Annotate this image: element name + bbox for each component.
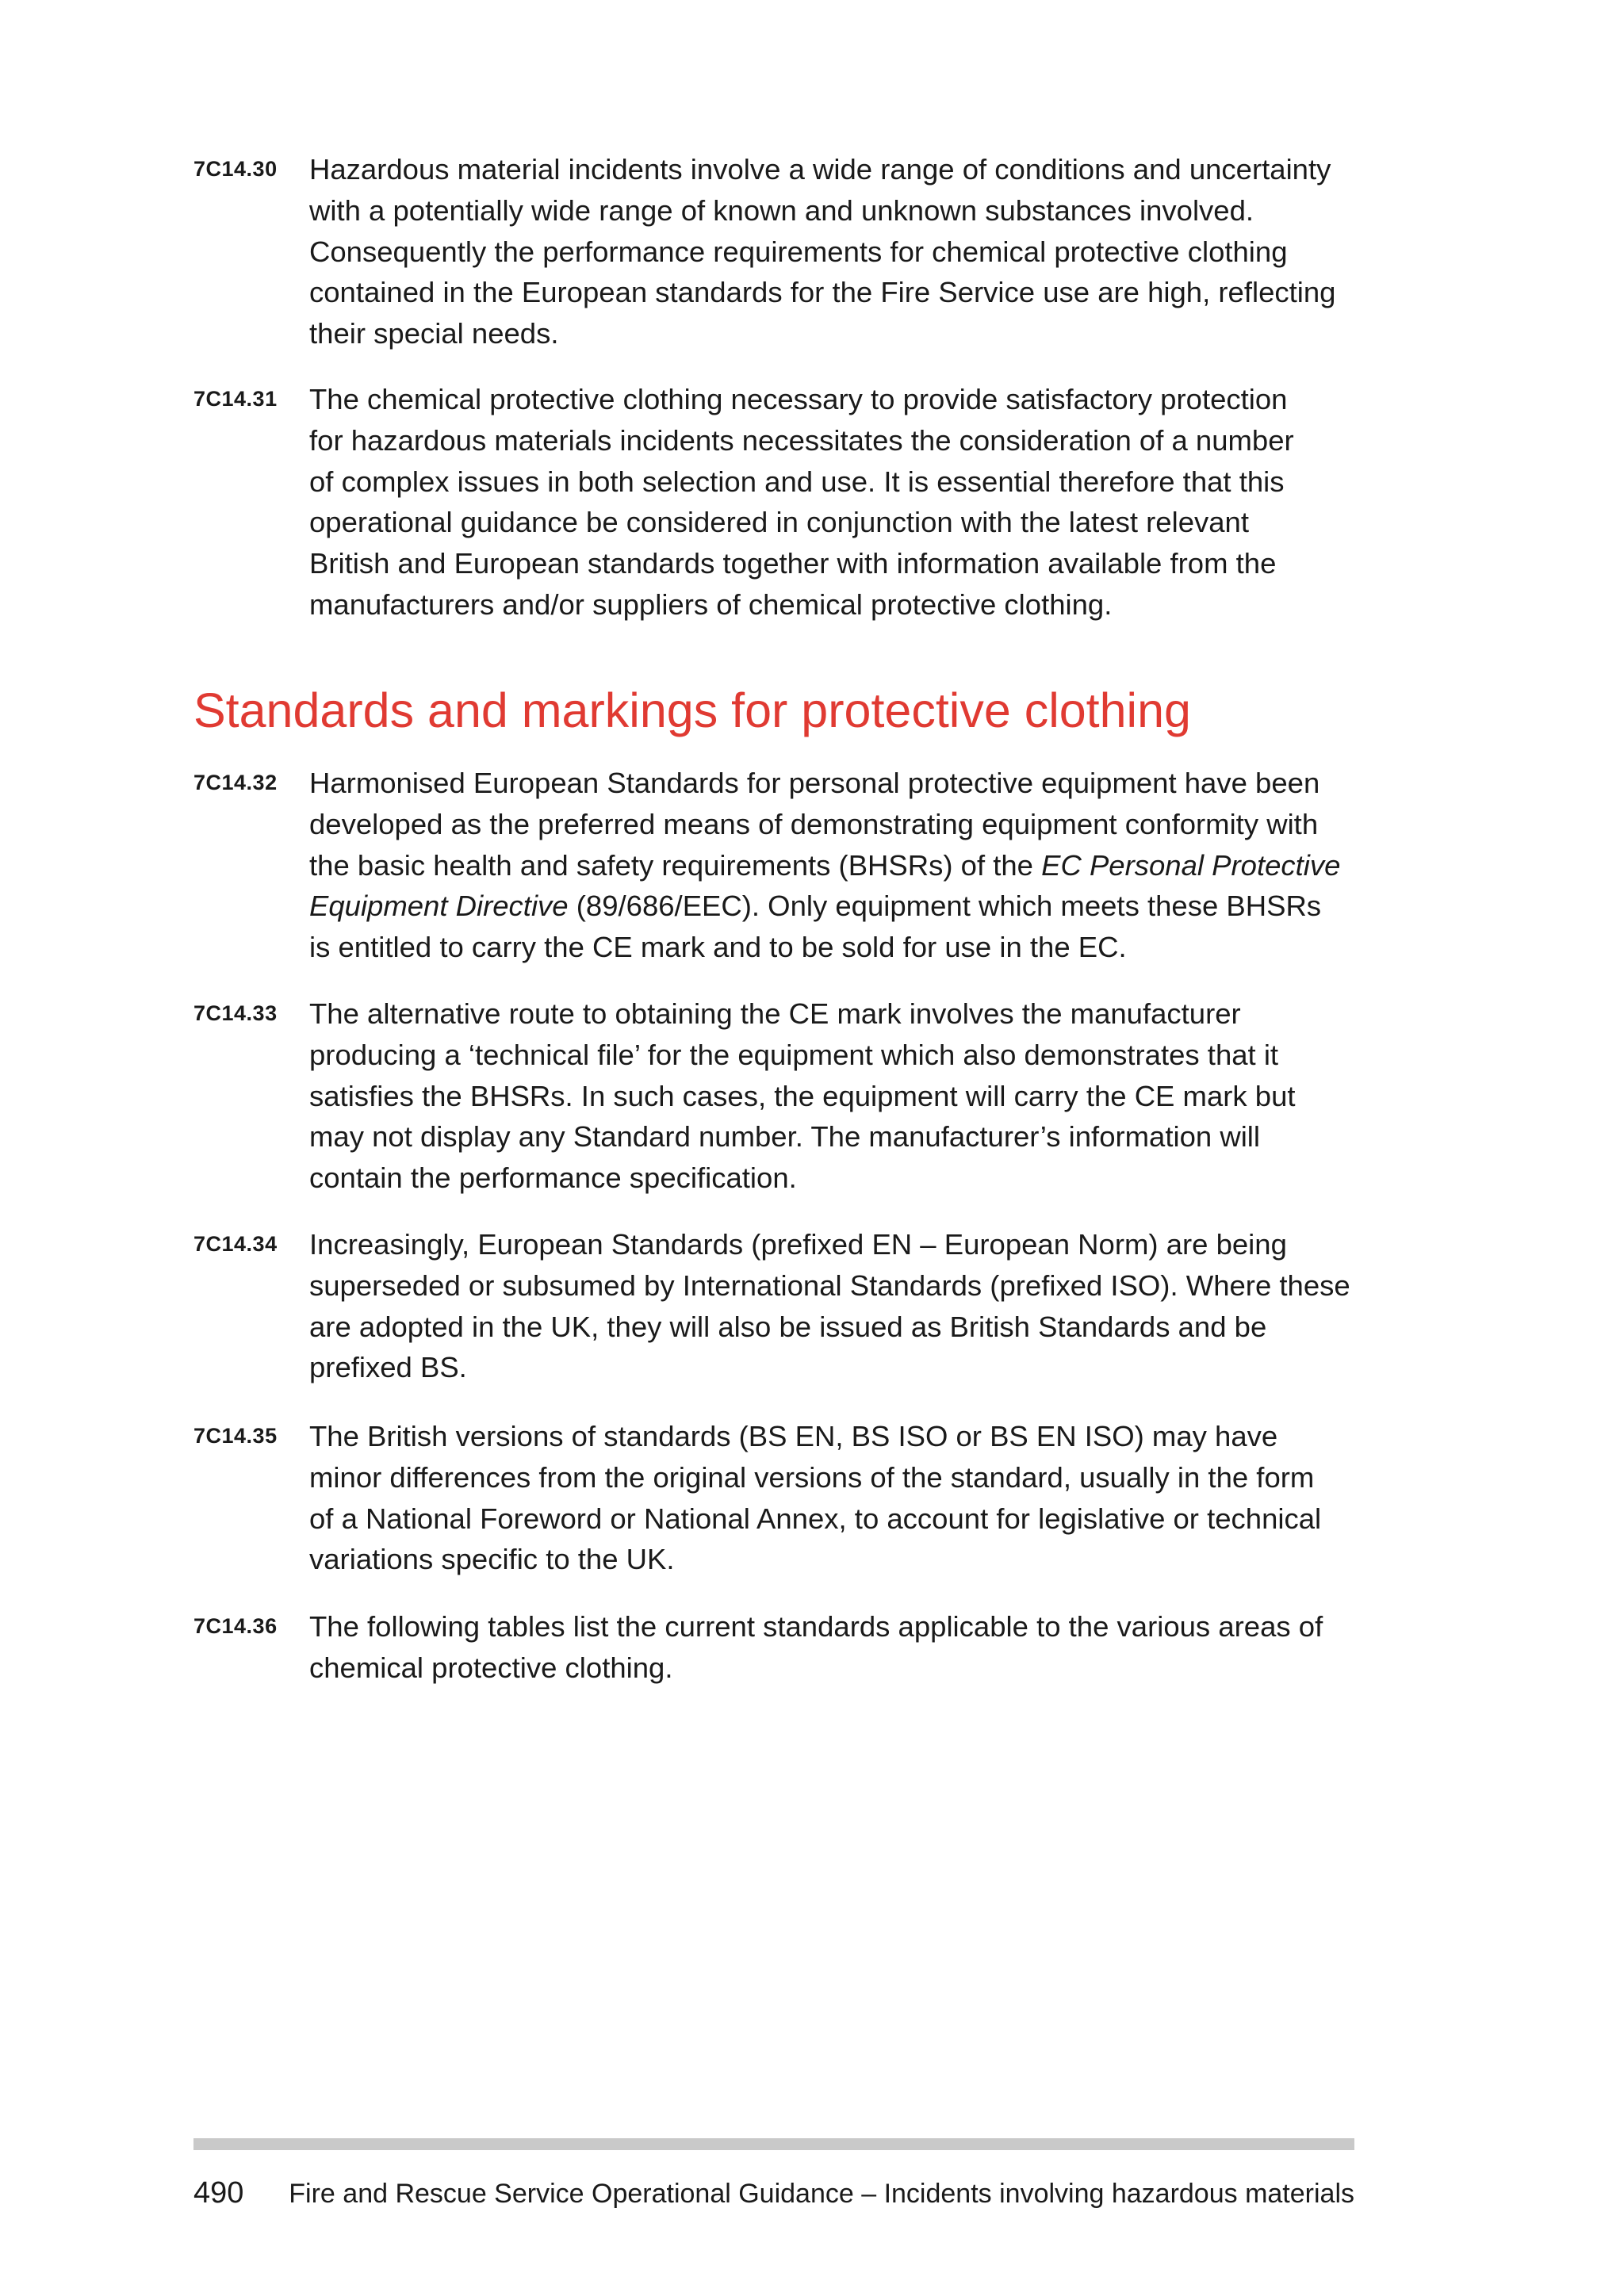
text-line: contain the performance specification. [309,1161,797,1195]
text-line: manufacturers and/or suppliers of chemical protective clothing. [309,587,1113,621]
text-line: British and European standards together with information available from the [309,547,1277,580]
paragraph-number: 7C14.34 [193,1232,278,1256]
text-line: are adopted in the UK, they will also be issued as British Standards and be [309,1310,1267,1343]
text-line: of complex issues in both selection and use. It is essential therefore that this [309,465,1285,498]
text-line: operational guidance be considered in conjunction with the latest relevant [309,506,1250,539]
section-heading: Standards and markings for protective clothing [193,683,1191,737]
paragraph-text [309,1606,1546,1689]
paragraph-number: 7C14.36 [193,1614,278,1638]
text-line: of a National Foreword or National Annex, to account for legislative or technical [309,1502,1322,1535]
text-segment: (89/686/EEC). Only equipment which meets these BHSRs [568,890,1322,923]
page-number: 490 [193,2176,244,2210]
text-line: The British versions of standards (BS EN, BS ISO or BS EN ISO) may have [309,1420,1278,1452]
text-line: is entitled to carry the CE mark and to be sold for use in the EC. [309,931,1127,964]
footer-divider [193,2138,1354,2150]
text-line: with a potentially wide range of known and unknown substances involved. [309,193,1254,227]
text-line: Consequently the performance requirements for chemical protective clothing [309,235,1288,268]
text-line: The chemical protective clothing necessary to provide satisfactory protection [309,383,1288,415]
text-line: Harmonised European Standards for personal protective equipment have been [309,767,1320,799]
text-line: contained in the European standards for the Fire Service use are high, reflecting [309,276,1336,309]
text-line: Increasingly, European Standards (prefixed EN – European Norm) are being [309,1228,1287,1261]
paragraph-text [309,1224,1546,1388]
paragraph-text [309,379,1546,626]
paragraph-number: 7C14.35 [193,1424,278,1448]
text-line: producing a ‘technical file’ for the equipment which also demonstrates that it [309,1038,1279,1071]
text-line [309,845,1546,886]
text-line: variations specific to the UK. [309,1543,675,1576]
text-line: chemical protective clothing. [309,1651,673,1684]
text-line: for hazardous materials incidents necessitates the consideration of a number [309,423,1294,457]
text-line: The following tables list the current standards applicable to the various areas of [309,1610,1323,1643]
directive-title-italic: Equipment Directive [309,890,569,923]
paragraph-number: 7C14.31 [193,387,278,411]
text-line: satisfies the BHSRs. In such cases, the equipment will carry the CE mark but [309,1079,1296,1112]
footer-document-title: Fire and Rescue Service Operational Guidance – Incidents involving hazardous materials [289,2179,1354,2209]
text-line: minor differences from the original versions of the standard, usually in the form [309,1460,1315,1494]
text-line: Hazardous material incidents involve a wide range of conditions and uncertainty [309,153,1331,186]
paragraph-text [309,993,1546,1199]
paragraph-number: 7C14.32 [193,771,278,794]
text-line: developed as the preferred means of demonstrating equipment conformity with [309,807,1319,840]
paragraph-text [309,763,1546,968]
directive-title-italic: EC Personal Protective [1041,848,1341,882]
text-line: The alternative route to obtaining the CE mark involves the manufacturer [309,997,1241,1030]
text-segment: the basic health and safety requirements (BHSRs) of the [309,848,1042,882]
paragraph-number: 7C14.33 [193,1001,278,1025]
text-line: superseded or subsumed by International Standards (prefixed ISO). Where these [309,1269,1350,1302]
paragraph-text [309,149,1546,354]
text-line [309,886,1546,927]
text-line: their special needs. [309,317,559,350]
paragraph-number: 7C14.30 [193,157,278,181]
paragraph-text [309,1416,1546,1580]
text-line: prefixed BS. [309,1351,467,1384]
text-line: may not display any Standard number. The manufacturer’s information will [309,1120,1261,1154]
